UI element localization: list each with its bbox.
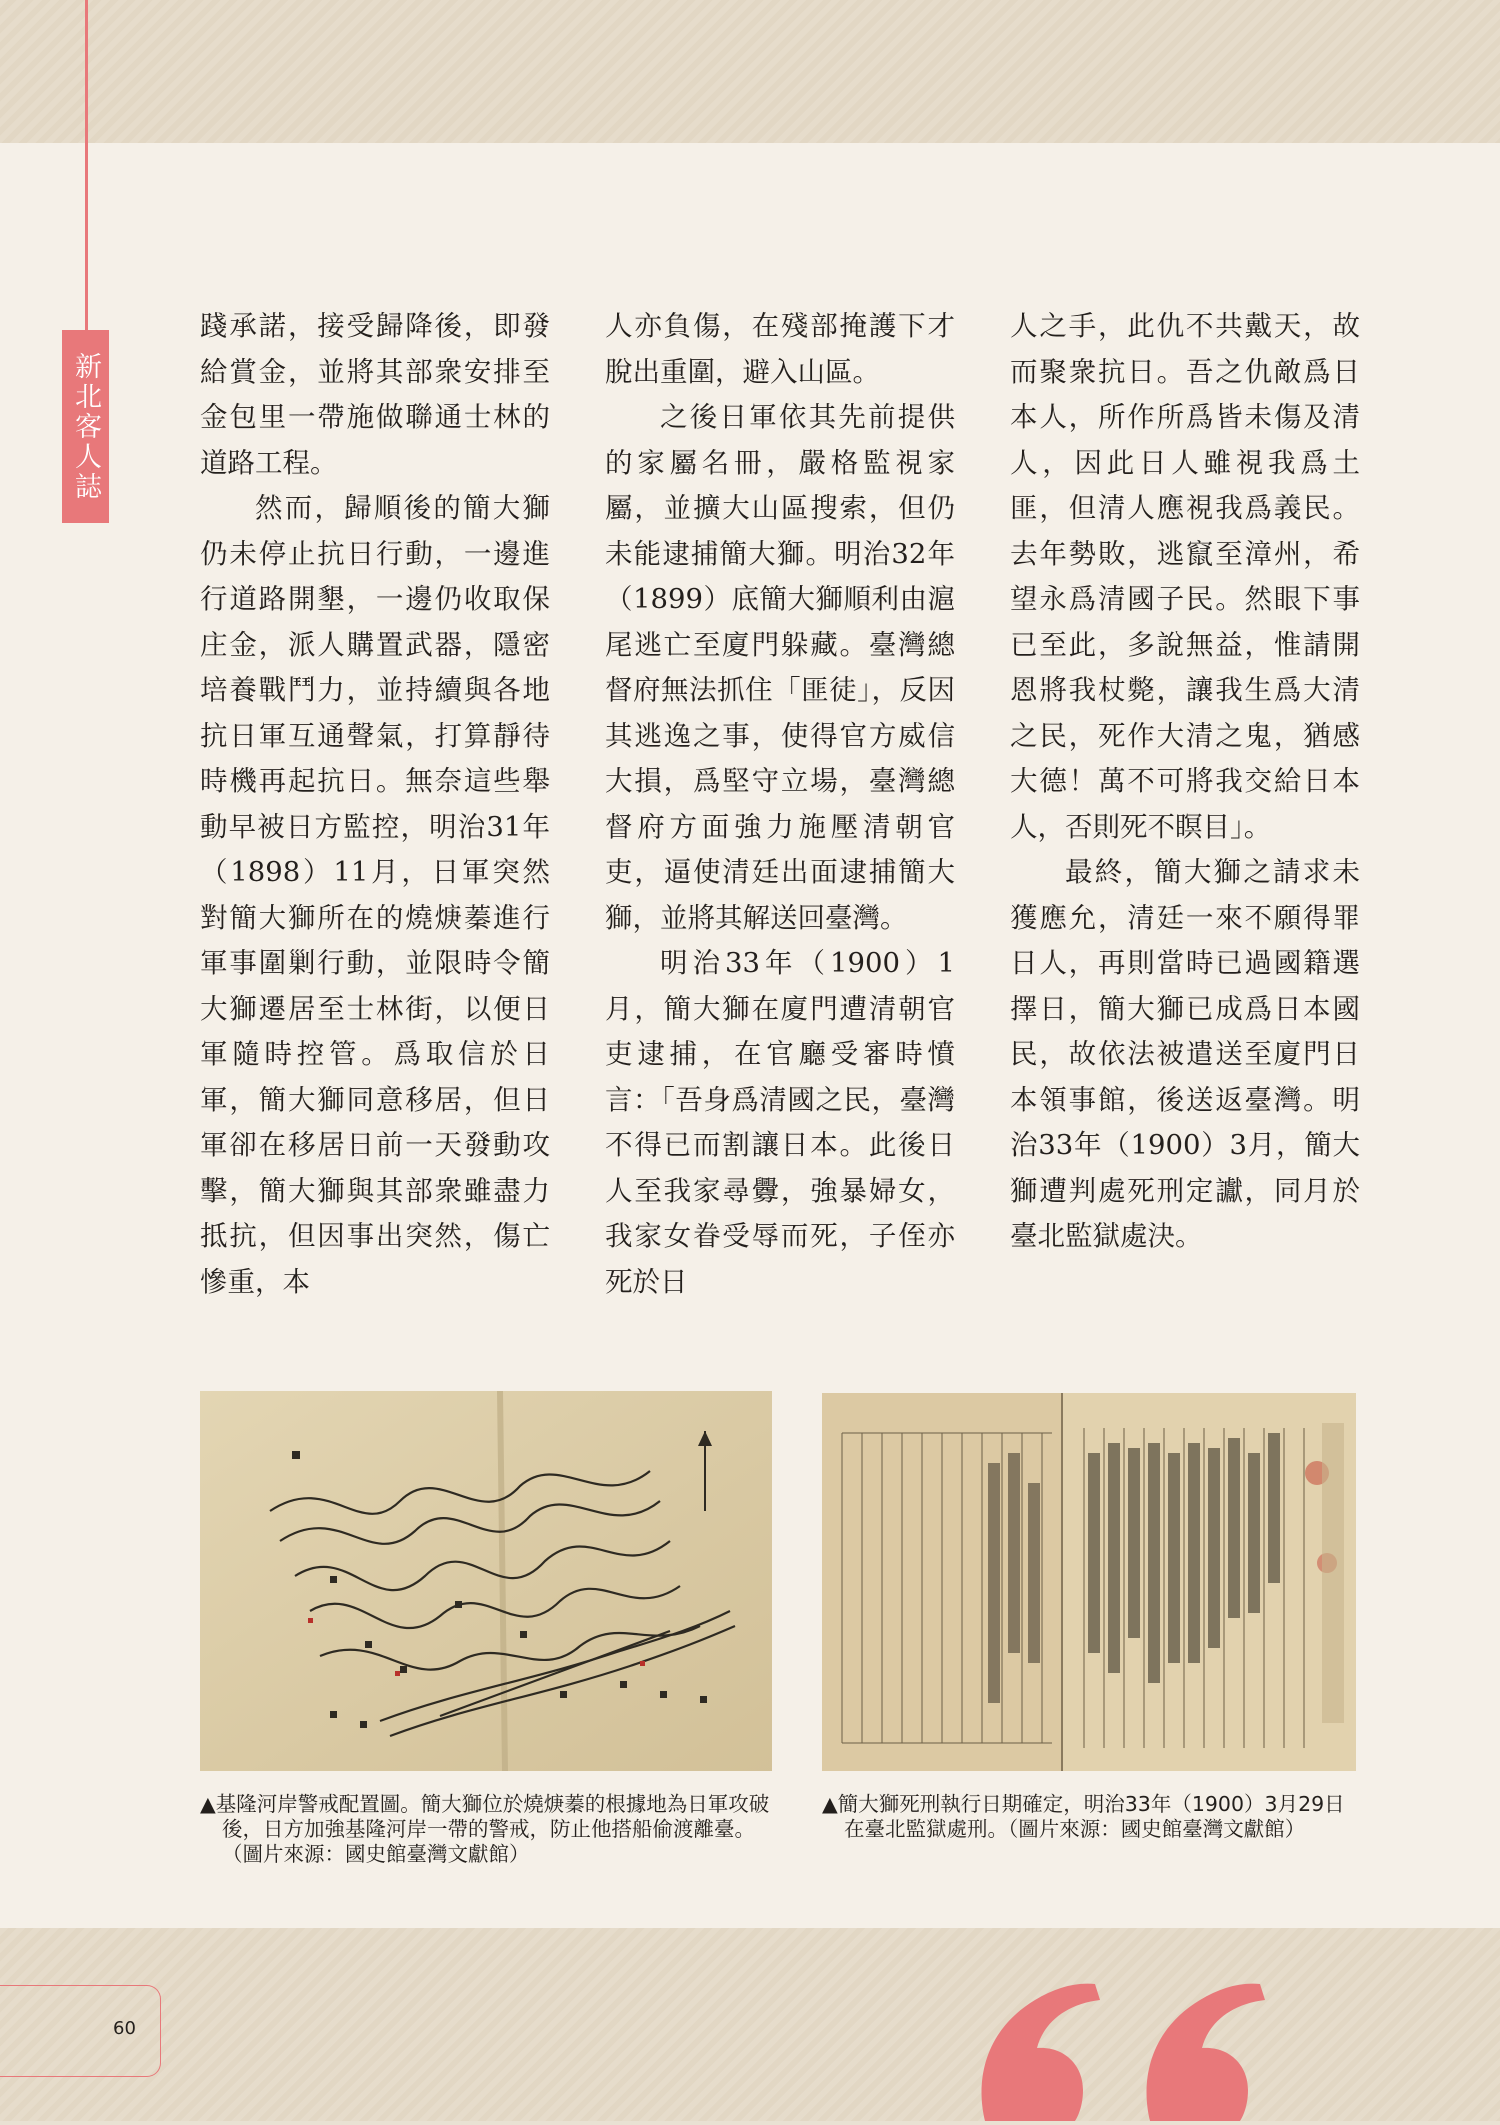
execution-document-photo xyxy=(822,1393,1356,1771)
figure-caption-1 xyxy=(200,1792,775,1867)
article-column-1 xyxy=(200,304,550,1305)
article-column-3 xyxy=(1010,304,1360,1260)
keelung-river-map-photo xyxy=(200,1391,772,1771)
paragraph: 然而，歸順後的簡大獅仍未停止抗日行動，一邊進行道路開墾，一邊仍收取保庄金，派人購置武器，隱密培養戰鬥力，並持續與各地抗日軍互通聲氣，打算靜待時機再起抗日。無奈這些舉動早被日方監控，明治31年（1898）11月，日軍突然對簡大獅所在的燒焿蓁進行軍事圍剿行動，並限時令簡大獅遷居至士林街，以便日軍隨時控管。爲取信於日軍，簡大獅同意移居，但日軍卻在移居日前一天發動攻擊，簡大獅與其部衆雖盡力抵抗，但因事出突然，傷亡慘重，本 xyxy=(200,492,550,1298)
page-number: 60 xyxy=(113,2018,136,2039)
accent-vertical-line xyxy=(85,0,88,330)
caption-text: ▲簡大獅死刑執行日期確定，明治33年（1900）3月29日在臺北監獄處刑。（圖片來源：國史館臺灣文獻館） xyxy=(822,1792,1345,1841)
paragraph: 踐承諾，接受歸降後，即發給賞金，並將其部衆安排至金包里一帶施做聯通士林的道路工程。 xyxy=(200,310,550,479)
paragraph: 明治33年（1900）1月，簡大獅在廈門遭清朝官吏逮捕，在官廳受審時憤言：「吾身爲清國之民，臺灣不得已而割讓日本。此後日人至我家尋釁，強暴婦女，我家女眷受辱而死，子侄亦死於日 xyxy=(605,947,955,1298)
magazine-side-tab xyxy=(62,330,109,523)
figure-caption-2 xyxy=(822,1792,1358,1842)
article-column-2 xyxy=(605,304,955,1305)
top-texture-band xyxy=(0,0,1500,143)
paragraph: 最終，簡大獅之請求未獲應允，清廷一來不願得罪日人，再則當時已過國籍選擇日，簡大獅已成爲日本國民，故依法被遣送至廈門日本領事館，後送返臺灣。明治33年（1900）3月，簡大獅遭判處死刑定讞，同月於臺北監獄處決。 xyxy=(1010,856,1360,1252)
caption-text: ▲基隆河岸警戒配置圖。簡大獅位於燒焿蓁的根據地為日軍攻破後，日方加強基隆河岸一帶的警戒，防止他搭船偷渡離臺。（圖片來源：國史館臺灣文獻館） xyxy=(200,1792,770,1866)
page-number-frame xyxy=(0,1985,161,2077)
paragraph: 人亦負傷，在殘部掩護下才脫出重圍，避入山區。 xyxy=(605,310,955,388)
side-tab-label: 新北客人誌 xyxy=(70,351,101,502)
decorative-quote-icon xyxy=(945,1970,1285,2125)
paragraph: 人之手，此仇不共戴天，故而聚衆抗日。吾之仇敵爲日本人，所作所爲皆未傷及清人，因此日人雖視我爲土匪，但清人應視我爲義民。去年勢敗，逃竄至漳州，希望永爲清國子民。然眼下事已至此，多說無益，惟請開恩將我杖斃，讓我生爲大清之民，死作大清之鬼，猶感大德！萬不可將我交給日本人，否則死不瞑目」。 xyxy=(1010,310,1360,843)
paragraph: 之後日軍依其先前提供的家屬名冊，嚴格監視家屬，並擴大山區搜索，但仍未能逮捕簡大獅。明治32年（1899）底簡大獅順利由滬尾逃亡至廈門躲藏。臺灣總督府無法抓住「匪徒」，反因其逃逸之事，使得官方威信大損，爲堅守立場，臺灣總督府方面強力施壓清朝官吏，逼使清廷出面逮捕簡大獅，並將其解送回臺灣。 xyxy=(605,401,955,934)
